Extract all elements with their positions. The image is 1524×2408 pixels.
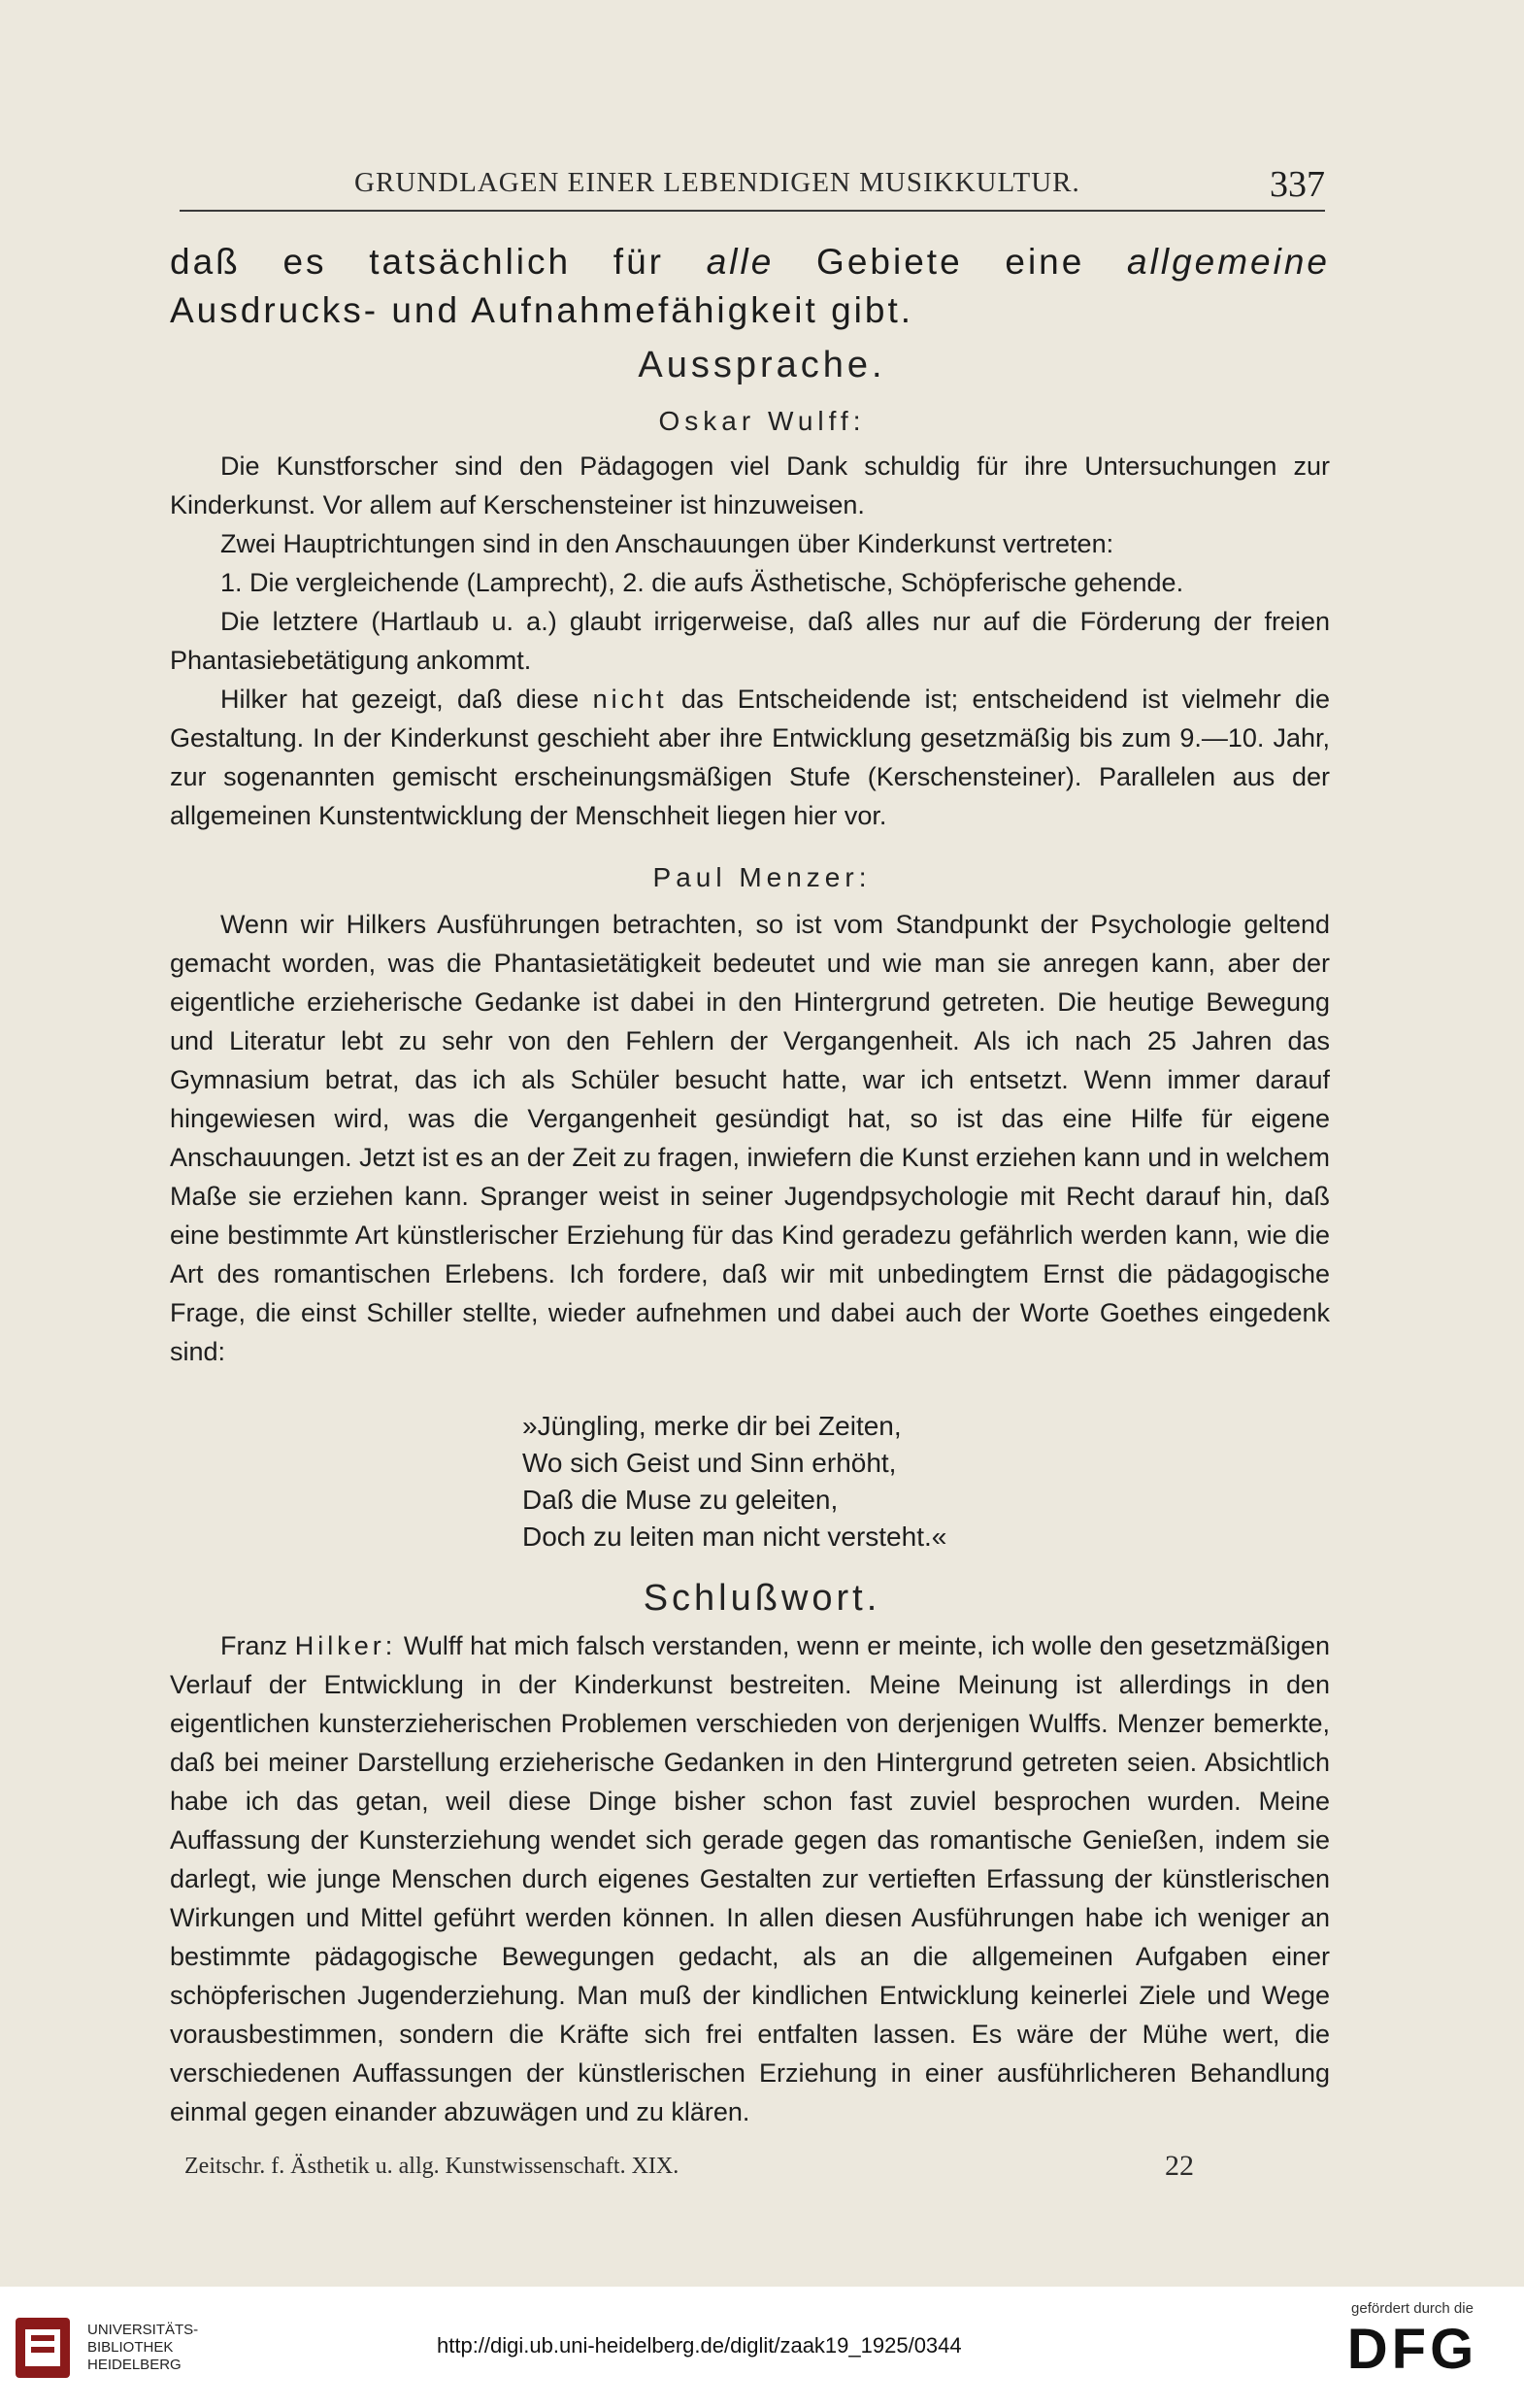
paragraph: Die Kunstforscher sind den Pädagogen viel Dank schuldig für ihre Untersuchungen zur Kinderkunst. Vor allem auf Kerschensteiner ist hinzuweisen. [170, 452, 1330, 519]
speaker-wulff: Oskar Wulff: [658, 406, 866, 436]
intro-emphasis-2: allgemeine [1127, 242, 1330, 282]
dfg-logo: DFG [1346, 2318, 1478, 2381]
poem-line: Doch zu leiten man nicht versteht.« [522, 1522, 947, 1552]
paragraph: Die letztere (Hartlaub u. a.) glaubt irrigerweise, daß alles nur auf die Förderung der freien Phantasiebetätigung ankommt. [170, 607, 1330, 675]
page-number: 337 [1270, 164, 1325, 205]
paragraph: Zwei Hauptrichtungen sind in den Anschauungen über Kinderkunst vertreten: [220, 529, 1114, 558]
section-heading-schlusswort: Schlußwort. [643, 1578, 881, 1619]
goethe-quote [522, 1408, 946, 1555]
paragraph: 1. Die vergleichende (Lamprecht), 2. die aufs Ästhetische, Schöpferische gehende. [220, 568, 1184, 597]
library-name-line: HEIDELBERG [87, 2357, 182, 2373]
section-heading-aussprache: Aussprache. [638, 345, 886, 385]
paragraph-text: Wulff hat mich falsch verstanden, wenn er meinte, ich wolle den gesetzmäßigen Verlauf der Entwicklung in der Kinderkunst bestreiten. Meine Meinung ist allerdings in den eigentlichen kunsterzieherischen Problemen verschieden von derjenigen Wulffs. Menzer bemerkte, daß bei meiner Darstellung erzieherische Gedanken in den Hintergrund getreten seien. Absichtlich habe ich das getan, weil diese Dinge bisher schon fast zuviel besprochen wurden. Meine Auffassung der Kunsterziehung wendet sich gerade gegen das romantische Genießen, indem sie darlegt, wie junge Menschen durch eigenes Gestalten zur vertieften Erfassung der künstlerischen Wirkungen und Mittel geführt werden können. In allen diesen Ausführungen habe ich weniger an bestimmte pädagogische Bewegungen gedacht, als an die allgemeinen Aufgaben einer schöpferischen Jugenderziehung. Man muß der kindlichen Entwicklung keinerlei Ziele und Wege vorausbestimmen, sondern die Kräfte sich frei entfalten lassen. Es wäre der Mühe wert, die verschiedenen Auffassungen der künstlerischen Erziehung in einer ausführlicheren Behandlung einmal gegen einander abzuwägen und zu klären. [170, 1631, 1330, 2126]
page-footer [184, 2150, 1194, 2182]
speaker-last-name: Hilker: [294, 1631, 397, 1660]
permalink-url[interactable]: http://digi.ub.uni-heidelberg.de/diglit/zaak19_1925/0344 [437, 2333, 962, 2358]
digitization-bar [0, 2287, 1524, 2408]
paragraph [170, 1626, 1330, 2131]
running-head: GRUNDLAGEN EINER LEBENDIGEN MUSIKKULTUR. [354, 167, 1080, 198]
library-name-line: BIBLIOTHEK [87, 2339, 174, 2356]
speaker-menzer: Paul Menzer: [652, 862, 872, 892]
library-name-line: UNIVERSITÄTS- [87, 2322, 199, 2338]
header-rule [180, 210, 1325, 212]
paragraph [170, 680, 1330, 835]
paragraph-text: Hilker hat gezeigt, daß diese [220, 685, 593, 714]
poem-line: Wo sich Geist und Sinn erhöht, [522, 1448, 897, 1478]
poem-line: Daß die Muse zu geleiten, [522, 1485, 839, 1515]
intro-sentence [170, 238, 1330, 335]
intro-text-2: Gebiete eine [774, 242, 1128, 282]
sheet-signature: 22 [1165, 2150, 1194, 2182]
speaker-first-name: Franz [220, 1631, 295, 1660]
funding-label: gefördert durch die [1351, 2300, 1474, 2317]
intro-text-3: Ausdrucks- und Aufnahmefähigkeit gibt. [170, 290, 913, 330]
spaced-word: nicht [592, 685, 668, 714]
wulff-statement [170, 447, 1330, 835]
intro-text-1: daß es tatsächlich für [170, 242, 707, 282]
library-name [87, 2322, 198, 2374]
paragraph: Wenn wir Hilkers Ausführungen betrachten, so ist vom Standpunkt der Psychologie geltend gemacht worden, was die Phantasietätigkeit bedeutet und wie man sie anregen kann, aber der eigentliche erzieherische Gedanke ist dabei in den Hintergrund getreten. Die heutige Bewegung und Literatur lebt zu sehr von den Fehlern der Vergangenheit. Als ich nach 25 Jahren das Gymnasium betrat, das ich als Schüler besucht hatte, war ich entsetzt. Wenn immer darauf hingewiesen wird, was die Vergangenheit gesündigt hat, so ist das eine Hilfe für eigene Anschauungen. Jetzt ist es an der Zeit zu fragen, inwiefern die Kunst erziehen kann und in welchem Maße sie erziehen kann. Spranger weist in seiner Jugendpsychologie mit Recht darauf hin, daß eine bestimmte Art künstlerischer Erziehung für das Kind geradezu gefährlich werden kann, wie die Art des romantischen Erlebens. Ich fordere, daß wir mit unbedingtem Ernst die pädagogische Frage, die einst Schiller stellte, wieder aufnehmen und dabei auch der Worte Goethes eingedenk sind: [170, 910, 1330, 1366]
page-header [180, 163, 1325, 212]
poem-line: »Jüngling, merke dir bei Zeiten, [522, 1411, 902, 1441]
paragraph-text: das Entscheidende ist; entscheidend ist vielmehr die Gestaltung. In der Kinderkunst geschieht aber ihre Entwicklung gesetzmäßig bis zum 9.—10. Jahr, zur sogenannten gemischt erscheinungsmäßigen Stufe (Kerschensteiner). Parallelen aus der allgemeinen Kunstentwicklung der Menschheit liegen hier vor. [170, 685, 1331, 830]
journal-citation: Zeitschr. f. Ästhetik u. allg. Kunstwissenschaft. XIX. [184, 2154, 679, 2179]
intro-emphasis-1: alle [706, 242, 775, 282]
university-seal-icon [12, 2314, 74, 2382]
menzer-statement [170, 905, 1330, 1371]
hilker-closing [170, 1626, 1330, 2131]
funding-notice[interactable] [1325, 2300, 1500, 2379]
library-logo[interactable] [12, 2314, 206, 2382]
